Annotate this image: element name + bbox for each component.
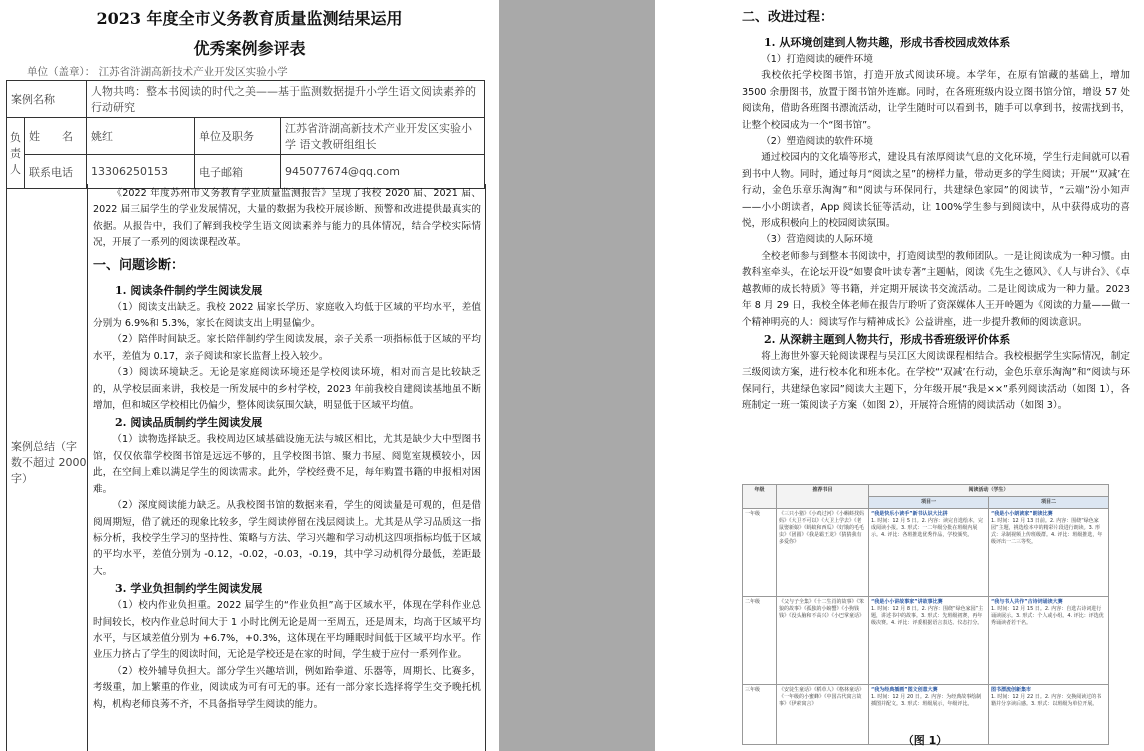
person-in-charge-label: 负责人 (7, 118, 25, 189)
paragraph-companion-time: （2）陪伴时间缺乏。家长陪伴制约学生阅读发展，亲子关系一项指标低于区域的平均水平，差值为 0.17，亲子阅读和家长监督上投入较少。 (93, 334, 481, 362)
paragraph-tutoring-burden: （2）校外辅导负担大。部分学生兴趣培训，例如跆拳道、乐器等，周期长、比赛多，考级重，加上繁重的作业，阅读成为可有可无的事。还有一部分家长选择将学生交予晚托机构，机构老师良莠不齐，不具备指导学生阅读的能力。 (93, 665, 481, 710)
fig-item1 (869, 597, 989, 685)
fig-grade: 三年级 (743, 685, 777, 745)
fig-col-activity: 阅读活动（学生） (869, 485, 1109, 497)
case-name-row (7, 81, 485, 118)
fig-item2 (989, 509, 1109, 597)
unit-line (27, 64, 288, 79)
fig-item2-title: “我是小小朗读家”朗读比赛 (991, 511, 1053, 517)
paragraph-hardware: 我校依托学校图书馆，打造开放式阅读环境。本学年，在原有馆藏的基础上，增加 3500 余册图书，放置于图书馆外连廊。同时，在各班班级内设立图书馆分馆，增设 57 处阅读角，借助各班图书漂流活动，让学生随时可以看到书，随手可以拿到书，按需找到书，让整个校园成为一个“图书馆”。 (742, 70, 1130, 131)
fig-books: 《父与子全集》《十二生肖的故事》《笨狼的故事》《孤独的小螃蟹》《小狗钱钱》《没头脑和不高兴》《小巴掌童话》 (777, 597, 869, 685)
fig-col-grade: 年级 (743, 485, 777, 509)
document-title-line2: 优秀案例参评表 (193, 39, 306, 58)
paragraph-reading-expense: （1）阅读支出缺乏。我校 2022 届家长学历、家庭收入均低于区域的平均水平，差值分别为 6.9%和 5.3%，家长在阅读支出上明显偏少。 (93, 301, 481, 330)
paragraph-interpersonal: 全校老师参与到整本书阅读中，打造阅读型的教师团队。一是让阅读成为一种习惯。由教科室牵头，在论坛开设“如婴食叶读专著”主题帖，阅读《先生之德风》、《人与讲台》、《卓越教师的成长特质》等书籍，并定期开展读书交流活动。二是让阅读成为一种力量。2023 年 8 月 29 日，我校全体老师在报告厅聆听了资深媒体人王开岭题为《阅读的力量——做一个精神明亮的人：阅读写作与精神成长》公益讲座，进一步提升教师的阅读意识。 (742, 250, 1130, 328)
paragraph-reading-environment: （3）阅读环境缺乏。无论是家庭阅读环境还是学校阅读环境，相对而言是比较缺乏的，从学校层面来讲，我校是一所发展中的乡村学校，2023 年前我校自建阅读基地虽不断增加，但和城区学校相比仍偏少，整体阅读氛围欠缺，明显低于区域平均值。 (93, 367, 481, 412)
summary-body (93, 186, 481, 713)
section-heading-diagnosis: 一、问题诊断： (93, 257, 185, 273)
fig-item1 (869, 509, 989, 597)
position-label: 单位及职务 (195, 118, 281, 155)
section-heading-improvement: 二、改进过程： (742, 10, 834, 25)
position-value: 江苏省浒湖高新技术产业开发区实验小学 语文教研组组长 (281, 118, 485, 155)
paragraph-class-evaluation: 将上海世外寥天轮阅读课程与吴江区大阅读课程相结合。我校根据学生实际情况，制定三级阅读方案，进行校本化和班本化。在学校“‘双减’在行动，金色乐章乐淘淘”和“阅读与环保同行，共建绿色家园”阅读大主题下，分年级开展“我是××”系列阅读活动（如图 1），各班制定一班一策阅读子方案（如图 2），开展符合班情的阅读活动（如图 3）。 (742, 350, 1130, 412)
subheading-environment-creation: 1. 从环境创建到人物共趣，形成书香校园成效体系 (764, 36, 1011, 49)
fig-col-books: 推荐书目 (777, 485, 869, 509)
name-label: 姓 名 (25, 118, 87, 155)
viewer-gutter (499, 0, 655, 751)
fig-item2-body: 1. 时间：12 月 15 日。2. 内容：自选古诗词进行诵读展示。3. 形式：个人或小组。4. 评比：评选优秀诵读者若干名。 (991, 606, 1104, 626)
fig-grade: 二年级 (743, 597, 777, 685)
case-name-label: 案例名称 (7, 81, 87, 118)
document-page-left (0, 0, 499, 751)
name-value: 姚红 (87, 118, 195, 155)
fig-item1-title: “我是小小讲故事家”讲故事比赛 (871, 599, 943, 605)
subheading-class-evaluation: 2. 从深耕主题到人物共行，形成书香班级评价体系 (764, 332, 1011, 346)
fig-books: 《三只小猪》《小鸡过河》《小蝌蚪找妈妈》《大卫不可以》《大卫上学去》《老鼠娶新娘》《蚂蚁和西瓜》《好饿的毛毛虫》《团圆》《我是霸王龙》《猜猜我有多爱你》 (777, 509, 869, 597)
intro-paragraph: 《2022 年度苏州市义务教育学业质量监测报告》呈现了我校 2020 届、2021 届、2022 届三届学生的学业发展情况，大量的数据为我校开展诊断、预警和改进提供最真实的依据。从报告中，我们了解到我校学生语文阅读素养与能力的具体情况，结合学校实际情况，开展了一系列的阅读课程改革。 (93, 188, 481, 249)
fig-item2-title: 图书漂流创新集市 (991, 687, 1032, 693)
fig-col-item2: 项目二 (989, 497, 1109, 509)
email-value: 945077674@qq.com (281, 155, 485, 189)
subheading-hardware: （1）打造阅读的硬件环境 (761, 54, 873, 65)
unit-label: 单位（盖章）： (27, 66, 96, 78)
subheading-academic-burden: 3. 学业负担制约学生阅读发展 (115, 582, 263, 596)
summary-label-cell (7, 184, 88, 751)
paragraph-software: 通过校园内的文化墙等形式，建设具有浓厚阅读气息的文化环境，学生行走间就可以看到书中人物。同时，通过每月“阅读之星”的榜样力量，带动更多的学生阅读；开展“‘双减’在行动，金色乐章乐淘淘”和“阅读与环保同行，共建绿色家园”的阅读节，“云端”汾小知声——小小朗读者，App 阅读长征等活动，让 100%学生参与到阅读中，从中获得成功的喜悦，形成积极向上的校园阅读氛围。 (742, 152, 1130, 230)
paragraph-homework-burden: （1）校内作业负担重。2022 届学生的“作业负担”高于区域水平，体现在学科作业总时间较长，校内作业总时间大于 1 小时比例无论是周一至周五，还是周末，均高于区域平均水平，与区域差值分别为 +6.7%，+0.3%，这体现在平均睡眠时间低于区域平均水平。作业压力挤占了学生的阅读时间，无论是学校还是在家的时间，学生疲于应付一系列作业。 (93, 600, 481, 661)
summary-label: 案例总结（字数不超过 2000 字） (11, 440, 87, 485)
fig-item2 (989, 597, 1109, 685)
fig-col-item1: 项目一 (869, 497, 989, 509)
document-title-line1: 2023 年度全市义务教育质量监测结果运用 (96, 9, 403, 28)
document-page-right (655, 0, 1144, 751)
case-summary-cell (6, 184, 486, 751)
application-form-table (6, 80, 485, 189)
fig-item2-body: 1. 时间：12 月 13 日前。2. 内容：围绕“绿色家园”主题，挑选绘本中的精彩片段进行朗读。3. 形式：录制视频上传班级群。4. 评比：班级推选，年级评出一二三等奖。 (991, 518, 1103, 545)
fig-item1-body: 1. 时间：12 月 5 日。2. 内容：读完自选绘本，完成阅读小报。3. 形式：一二年级分批在班级内展示。4. 评比：各班推选优秀作品，学校颁奖。 (871, 518, 984, 538)
improvement-body (742, 4, 1130, 415)
phone-label: 联系电话 (25, 155, 87, 189)
fig-item1-body: 1. 时间：12 月 20 日。2. 内容：为经典故事绘制插图并配文。3. 形式：班级展示，年级评比。 (871, 694, 982, 707)
fig-item2-body: 1. 时间：12 月 22 日。2. 内容：交换阅读过的书籍并分享读后感。3. 形式：以班级为单位开展。 (991, 694, 1102, 707)
paragraph-deep-reading: （2）深度阅读能力缺乏。从我校图书馆的数据来看，学生的阅读量是可观的，但是借阅周期短，借了就还的现象比较多，学生阅读停留在浅层阅读上。尤其是从学习品质这一指标分析，我校学生学习的坚持性、策略与方法、学习兴趣和学习动机这四项指标均低于区域的平均水平，差值分别为 -0.12，-0.02，-0.03，-0.19，其中学习动机得分最低，差距最大。 (93, 500, 481, 577)
fig-item1-title: “我是快乐小读手”新书认识大比拼 (871, 511, 948, 517)
name-row (7, 118, 485, 155)
case-name-value: 人物共鸣：整本书阅读的时代之美——基于监测数据提升小学生语文阅读素养的行动研究 (87, 81, 485, 118)
phone-value: 13306250153 (87, 155, 195, 189)
table-row (743, 509, 1109, 597)
fig-item2-title: “我与书人共作”古诗词诵读大赛 (991, 599, 1063, 605)
fig-grade: 一年级 (743, 509, 777, 597)
subheading-interpersonal: （3）营造阅读的人际环境 (761, 234, 873, 246)
fig-item1-title: “我为经典插画”图文创意大赛 (871, 687, 938, 693)
subheading-reading-quality: 2. 阅读品质制约学生阅读发展 (115, 416, 263, 430)
paragraph-book-selection: （1）读物选择缺乏。我校周边区域基础设施无法与城区相比，尤其是缺少大中型图书馆，仅仅依靠学校图书馆是远远不够的，且学校图书馆、聚力书屋、阅览室规模较小，因此，在空间上难以满足学生的阅读需求。此外，学校经费不足，每年购置书籍的申报相对困难。 (93, 434, 481, 495)
subheading-reading-conditions: 1. 阅读条件制约学生阅读发展 (115, 283, 263, 297)
figure-1-caption: （图 1） (902, 734, 948, 747)
fig-books: 《安徒生童话》《稻草人》《格林童话》《一年级的小蜜蜂》《中国古代寓言故事》《伊索寓言》 (777, 685, 869, 745)
fig-item1-body: 1. 时间：12 月 8 日。2. 内容：围绕“绿色家园”主题，讲述书中的故事。3. 形式：先班级初赛，再年级决赛。4. 评比：评委根据语言表达、仪态打分。 (871, 606, 984, 626)
table-row (743, 597, 1109, 685)
unit-value: 江苏省浒湖高新技术产业开发区实验小学 (98, 66, 288, 78)
email-label: 电子邮箱 (195, 155, 281, 189)
figure-1-table (742, 484, 1109, 745)
subheading-software: （2）塑造阅读的软件环境 (761, 136, 873, 148)
